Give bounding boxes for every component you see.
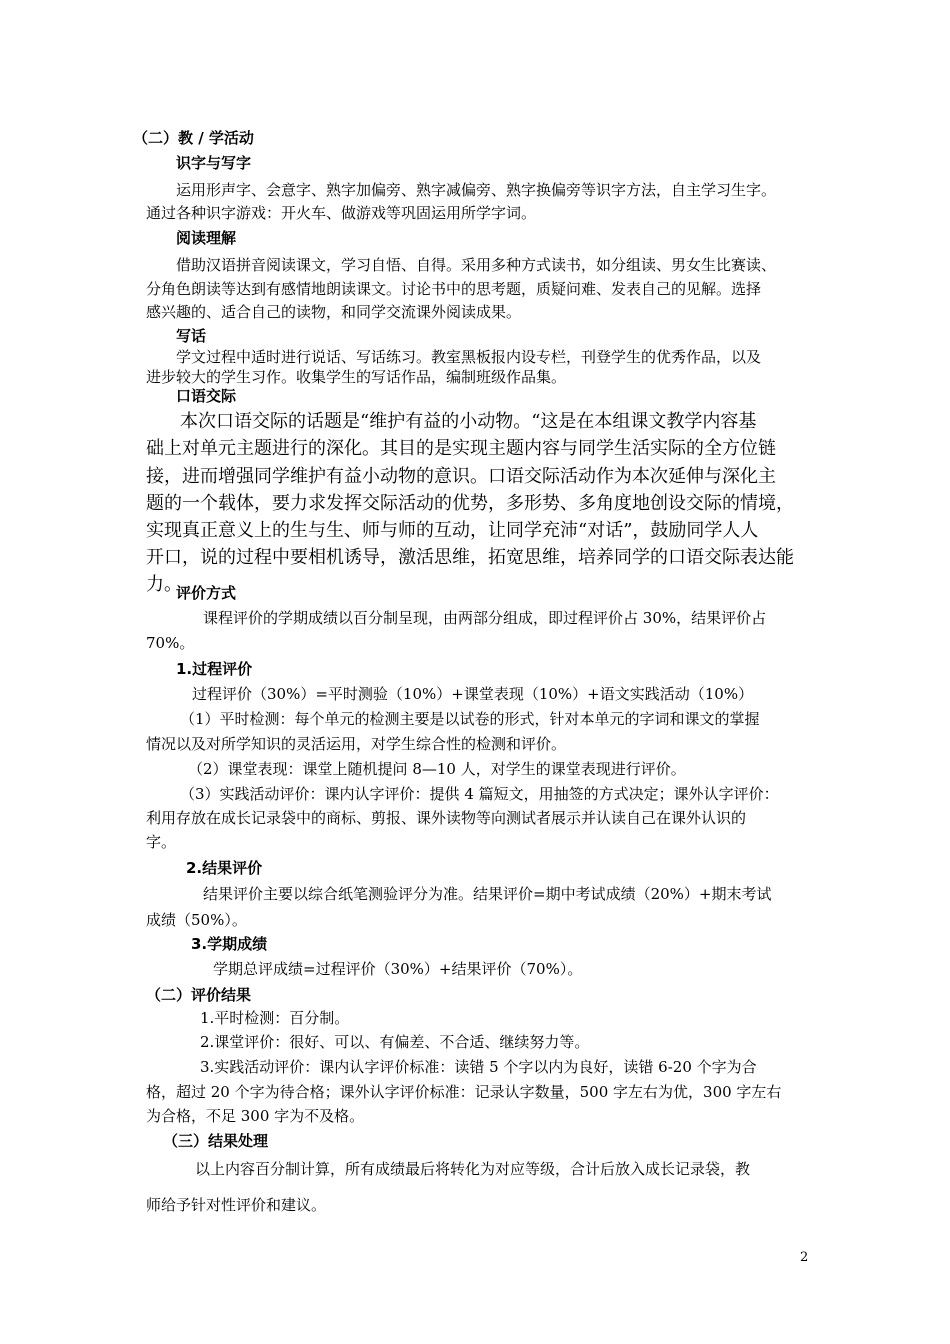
paragraph-line: 格，超过 20 个字为待合格；课外认字评价标准：记录认字数量，500 字左右为优，300 字左右: [146, 1083, 782, 1101]
paragraph-line: 分角色朗读等达到有感情地朗读课文。讨论书中的思考题，质疑问难、发表自己的见解。选择: [146, 280, 762, 298]
heading-evaluation-method: 评价方式: [176, 584, 237, 602]
section-heading-teaching: （二）教 / 学活动: [133, 129, 254, 147]
paragraph-line: 师给予针对性评价和建议。: [146, 1196, 327, 1214]
paragraph-line: 为合格，不足 300 字为不及格。: [146, 1107, 365, 1125]
paragraph-line: 开口，说的过程中要相机诱导，激活思维，拓宽思维，培养同学的口语交际表达能: [146, 547, 794, 568]
heading-result-handling: （三）结果处理: [163, 1132, 269, 1150]
list-item: 1.平时检测：百分制。: [200, 1009, 350, 1027]
heading-semester-grade: 3.学期成绩: [191, 935, 268, 953]
heading-result-evaluation: 2.结果评价: [186, 859, 263, 877]
paragraph-line: 实现真正意义上的生与生、师与师的互动，让同学充沛“对话”，鼓励同学人人: [146, 520, 759, 541]
paragraph-line: 础上对单元主题进行的深化。其目的是实现主题内容与同学生活实际的全方位链: [146, 438, 776, 459]
paragraph-line: （3）实践活动评价：课内认字评价：提供 4 篇短文，用抽签的方式决定；课外认字评价：: [180, 785, 779, 803]
list-item: 3.实践活动评价：课内认字评价标准：读错 5 个字以内为良好，读错 6-20 个字为合: [200, 1058, 757, 1076]
paragraph-line: 以上内容百分制计算，所有成绩最后将转化为对应等级，合计后放入成长记录袋，教: [195, 1160, 751, 1178]
paragraph-line: 力。: [146, 574, 182, 595]
subheading-writing: 写话: [176, 327, 207, 345]
paragraph-line: 题的一个载体，要力求发挥交际活动的优势，多形势、多角度地创设交际的情境，: [146, 493, 794, 514]
paragraph-line: 利用存放在成长记录袋中的商标、剪报、课外读物等向测试者展示并认读自己在课外认识的: [146, 809, 747, 827]
formula-line: 过程评价（30%）=平时测验（10%）+课堂表现（10%）+语文实践活动（10%）: [192, 685, 754, 703]
paragraph-line: 本次口语交际的话题是“维护有益的小动物。“这是在本组课文教学内容基: [180, 411, 757, 432]
heading-process-evaluation: 1.过程评价: [176, 660, 253, 678]
paragraph-line: 70%。: [146, 634, 195, 652]
paragraph-line: 借助汉语拼音阅读课文，学习自悟、自得。采用多种方式读书，如分组读、男女生比赛读、: [176, 256, 777, 274]
subheading-oral: 口语交际: [176, 387, 237, 405]
paragraph-line: （1）平时检测：每个单元的检测主要是以试卷的形式，针对本单元的字词和课文的掌握: [180, 710, 760, 728]
paragraph-line: 情况以及对所学知识的灵活运用，对学生综合性的检测和评价。: [146, 735, 567, 753]
paragraph-line: （2）课堂表现：课堂上随机提问 8—10 人，对学生的课堂表现进行评价。: [188, 760, 686, 778]
list-item: 2.课堂评价：很好、可以、有偏差、不合适、继续努力等。: [200, 1033, 590, 1051]
paragraph-line: 学文过程中适时进行说话、写话练习。教室黑板报内设专栏，刊登学生的优秀作品，以及: [176, 348, 762, 366]
page-number: 2: [800, 1250, 809, 1265]
paragraph-line: 成绩（50%）。: [146, 911, 247, 929]
paragraph-line: 进步较大的学生习作。收集学生的写话作品，编制班级作品集。: [146, 368, 567, 386]
heading-evaluation-result: （二）评价结果: [146, 986, 252, 1004]
paragraph-line: 课程评价的学期成绩以百分制呈现，由两部分组成，即过程评价占 30%，结果评价占: [203, 609, 767, 627]
paragraph-line: 通过各种识字游戏：开火车、做游戏等巩固运用所学字词。: [146, 204, 537, 222]
paragraph-line: 运用形声字、会意字、熟字加偏旁、熟字减偏旁、熟字换偏旁等识字方法，自主学习生字。: [176, 181, 777, 199]
formula-line: 学期总评成绩=过程评价（30%）+结果评价（70%）。: [213, 960, 583, 978]
paragraph-line: 字。: [146, 833, 177, 851]
subheading-literacy: 识字与写字: [176, 154, 252, 172]
paragraph-line: 接，进而增强同学维护有益小动物的意识。口语交际活动作为本次延伸与深化主: [146, 466, 776, 487]
paragraph-line: 结果评价主要以综合纸笔测验评分为准。结果评价=期中考试成绩（20%）+期末考试: [203, 885, 772, 903]
paragraph-line: 感兴趣的、适合自己的读物，和同学交流课外阅读成果。: [146, 303, 522, 321]
subheading-reading: 阅读理解: [176, 229, 237, 247]
